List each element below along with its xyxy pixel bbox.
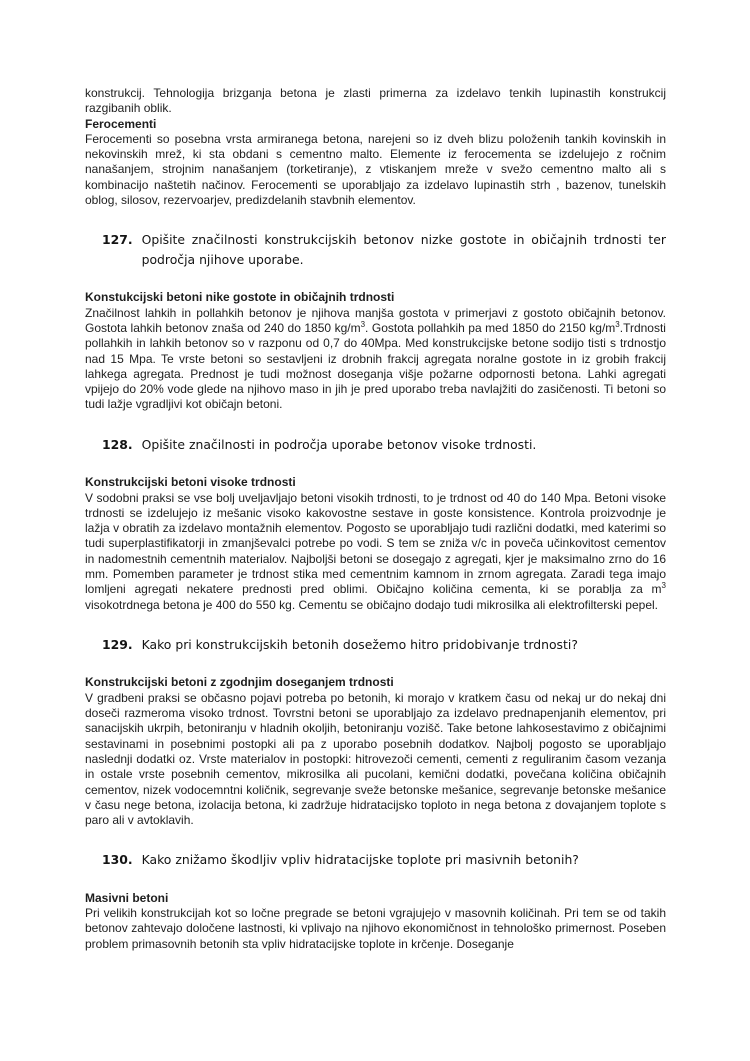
superscript: 3 xyxy=(615,319,620,329)
answer-heading: Konstrukcijski betoni z zgodnjim doseganjem trdnosti xyxy=(85,675,394,690)
answer-text-segment: . Gostota pollahkih pa med 1850 do 2150 kg/m xyxy=(365,320,616,335)
answer-text-segment: V gradbeni praksi se občasno pojavi potreba po betonih, ki morajo v kratkem času od nekaj ur do nekaj dni doseči razmeroma visoko trdnost. Tovrstni betoni se uporabljajo za izdelavo prednapenjanih elementov, pri sanacijskih ukrpih, betoniranju v hladnih okoljih, betoniranju vozišč. Take betone lahkosestavimo z običajnimi sestavinami in posebnimi postopki ali pa z uporabo posebnih dodatkov. Najbolj pogosto se uporabljajo naslednji dodatki oz. Vrste materialov in postopki: hitrovezoči cementi, cementi z reguliranim časom vezanja in ostale vrste posebnih cementov, mikrosilka ali pucolani, kemični dodatki, povečana količina običajnih cementov, nizek vodocemntni količnik, segrevanje sveže betonske mešanice, segrevanje betonske mešanice v času nege betona, izolacija betona, ki zadržuje hidratacijsko toploto in nega betona z dovajanjem toplote s paro ali v avtoklavih. xyxy=(85,690,666,828)
answer-heading: Masivni betoni xyxy=(85,890,169,905)
qa-section-128 xyxy=(85,435,666,613)
answer-heading: Konstrukcijski betoni visoke trdnosti xyxy=(85,475,296,490)
superscript: 3 xyxy=(661,581,666,591)
answer-paragraph xyxy=(85,306,666,413)
ferocementi-paragraph: Ferocementi so posebna vrsta armiranega betona, narejeni so iz dveh blizu položenih tankih kovinskih in nekovinskih mrež, ki sta obdani s cementno malto. Elemente iz ferocementa se izdelujejo z ročnim nanašanjem, strojnim nanašanjem (torketiranje), z vtiskanjem mreže v svežo cementno malto ali s kombinacijo naštetih načinov. Ferocementi se uporabljajo za izdelavo lupinastih strh , bazenov, tunelskih oblog, silosov, rezervoarjev, predizdelanih stavbnih elementov. xyxy=(85,131,666,208)
qa-section-127 xyxy=(85,230,666,412)
answer-text-segment: .Trdnosti pollahkih in lahkih betonov so v razponu od 0,7 do 40Mpa. Med konstrukcijske betone sodijo tisti s trdnostjo nad 15 Mpa. Te vrste betoni so sestavljeni iz drobnih frakcij agregata noralne gostote in iz grobih frakcij lahkega agregata. Prednost je tudi možnost doseganja višje požarne odpornosti betona. Lahki agregati vpijejo do 20% vode glede na njihovo maso in jih je pred uporabo treba navlajžiti do zasičenosti. Ti betoni so tudi lažje vgradljivi kot običajn betoni. xyxy=(85,320,666,412)
ferocementi-heading: Ferocementi xyxy=(85,116,157,131)
question-128 xyxy=(102,435,666,455)
question-number: 130. xyxy=(102,852,133,868)
question-text: Opišite značilnosti in področja uporabe betonov visoke trdnosti. xyxy=(141,436,537,452)
question-text: Kako znižamo škodljiv vpliv hidratacijske toplote pri masivnih betonih? xyxy=(141,852,579,868)
qa-section-130 xyxy=(85,850,666,952)
answer-paragraph xyxy=(85,906,666,952)
answer-text-segment: Pri velikih konstrukcijah kot so ločne pregrade se betoni vgrajujejo v masovnih količinah. Pri tem se od takih betonov zahtevajo določene lastnosti, ki vplivajo na njihovo ekonomičnost in tehnološko primernost. Poseben problem primasovnih betonih sta vpliv hidratacijske toplote in krčenje. Doseganje xyxy=(85,906,666,951)
answer-text-segment: visokotrdnega betona je 400 do 550 kg. Cementu se običajno dodajo tudi mikrosilka ali elektrofilterski pepel. xyxy=(85,597,659,612)
question-text: Kako pri konstrukcijskih betonih dosežemo hitro pridobivanje trdnosti? xyxy=(141,636,578,652)
question-text: Opišite značilnosti konstrukcijskih betonov nizke gostote in običajnih trdnosti ter področja njihove uporabe. xyxy=(141,232,666,267)
answer-paragraph xyxy=(85,691,666,829)
question-127 xyxy=(102,230,666,269)
answer-paragraph xyxy=(85,491,666,613)
question-number: 127. xyxy=(102,232,133,248)
intro-continuation-paragraph: konstrukcij. Tehnologija brizganja betona je zlasti primerna za izdelavo tenkih lupinastih konstrukcij razgibanih oblik. xyxy=(85,86,666,116)
superscript: 3 xyxy=(360,319,366,329)
question-number: 129. xyxy=(102,636,133,652)
answer-text-segment: V sodobni praksi se vse bolj uveljavljajo betoni visokih trdnosti, to je trdnost od 40 do 140 Mpa. Betoni visoke trdnosti se izdelujejo iz mešanic visoko kakovostne sestave in goste konsistence. Kontrola proizvodnje je lažja v obratih za izdelavo montažnih elementov. Pogosto se uporabljajo tudi različni dodatki, med katerimi so tudi superplastifikatorji in zmanjševalci potrebe po vodi. S tem se zniža v/c in poveča učinkovitost cementov in nadomestnih cementnih materialov. Najboljši betoni se dosegajo z agregati, kjer je maksimalno zrno do 16 mm. Pomemben parameter je trdnost stika med cementnim kamnom in zrnom agregata. Zaradi tega imajo lomljeni agregati nekatere prednosti pred oblimi. Običajno količina cementa, ki se porablja za m xyxy=(85,490,666,597)
question-129 xyxy=(102,635,666,655)
question-130 xyxy=(102,850,666,870)
answer-text-segment: Značilnost lahkih in pollahkih betonov je njihova manjša gostota v primerjavi z gostoto običajnih betonov. Gostota lahkih betonov znaša od 240 do 1850 kg/m xyxy=(85,305,666,335)
question-number: 128. xyxy=(102,436,133,452)
answer-heading: Konstukcijski betoni nike gostote in običajnih trdnosti xyxy=(85,290,395,305)
qa-section-129 xyxy=(85,635,666,828)
